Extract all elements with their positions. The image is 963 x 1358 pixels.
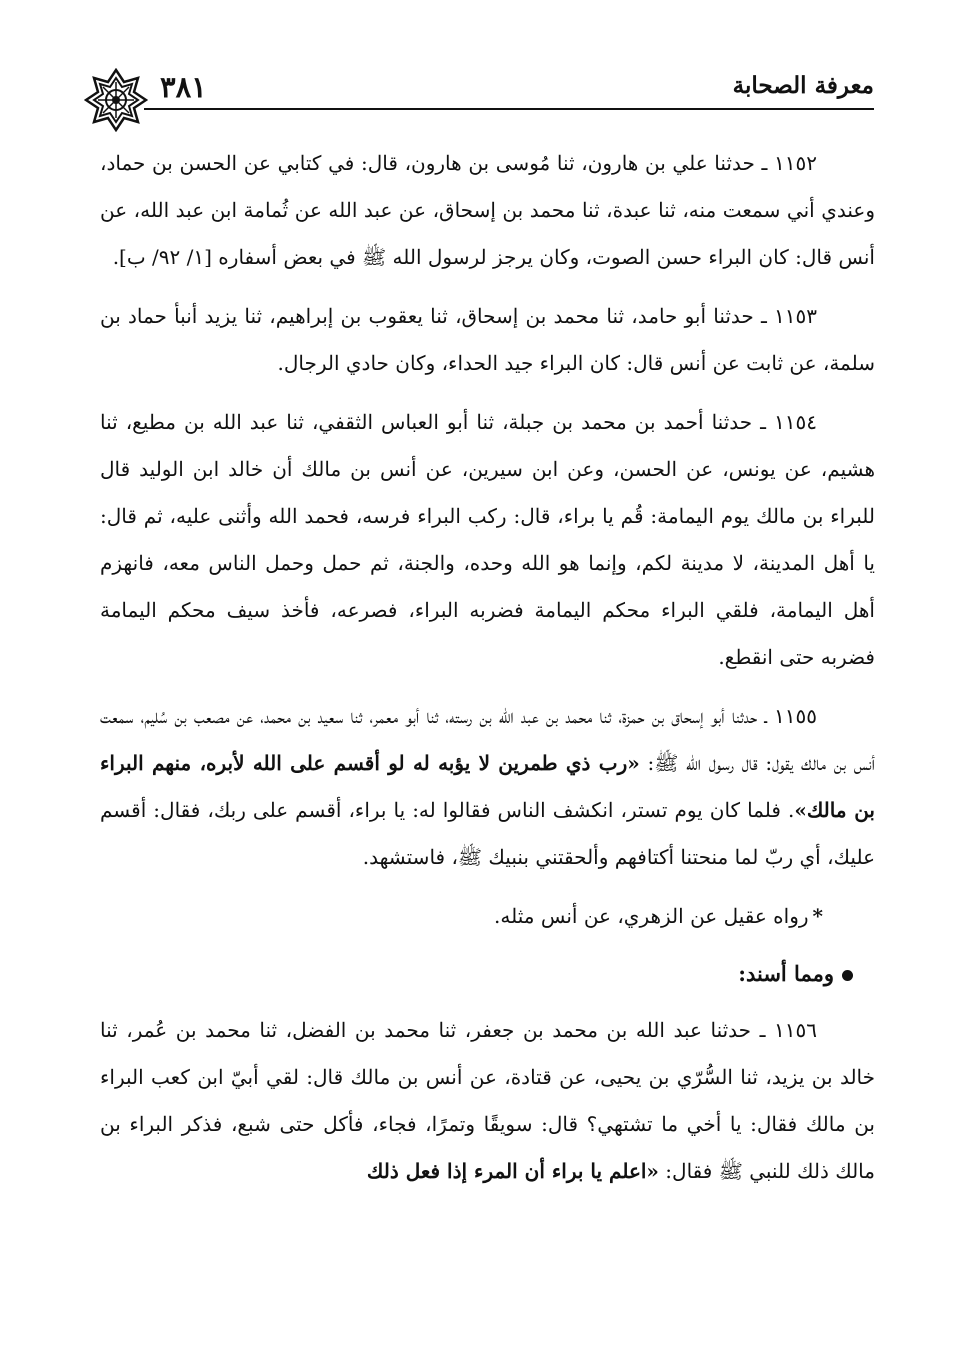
hadith-1155-rest: . فلما كان يوم تستر، انكشف الناس فقالوا له: يا براء، أقسم على ربك، فقال: أقسم عليك، أي ربّ لما منحتنا أكتافهم وألحقتني بنبيك ﷺ، فاستشهد. (100, 798, 875, 869)
hadith-1154: ١١٥٤ ـ حدثنا أحمد بن محمد بن جبلة، ثنا أبو العباس الثقفي، ثنا عبد الله بن مطيع، ثنا هشيم، عن يونس، عن الحسن، وعن ابن سيرين، عن أنس بن مالك أن خالد ابن الوليد قال للبراء بن مالك يوم اليمامة: قُم يا براء، قال: ركب البراء فرسه، فحمد الله وأثنى عليه، ثم قال: يا أهل المدينة، لا مدينة لكم، وإنما هو الله وحده، والجنة، ثم حمل وحمل الناس معه، فانهزم أهل اليمامة، فلقي البراء محكم اليمامة فضربه البراء، فصرعه، فأخذ سيف محكم اليمامة فضربه حتى انقطع. (100, 410, 876, 669)
asterisk-icon: * (812, 904, 823, 928)
header-rule (144, 108, 874, 110)
hadith-1153: ١١٥٣ ـ حدثنا أبو حامد، ثنا محمد بن إسحاق، ثنا يعقوب بن إبراهيم، ثنا يزيد أنبأ حماد بن سلمة، عن ثابت عن أنس قال: كان البراء جيد الحداء، وكان حادي الرجال. (100, 304, 875, 375)
section-heading (100, 950, 875, 997)
page-body (100, 140, 875, 1310)
hadith-1156-intro: ١١٥٦ ـ حدثنا عبد الله بن محمد بن جعفر، ثنا محمد بن الفضل، ثنا محمد بن عُمر، ثنا خالد بن يزيد، ثنا السُّرّي بن يحيى، عن قتادة، عن أنس بن مالك قال: لقي أبيّ ابن كعب البراء بن مالك فقال: يا أخي ما تشتهي؟ قال: سويقًا وتمرًا، فجاء، فأكل حتى شبع، فذكر البراء بن مالك ذلك للنبي ﷺ فقال: (100, 1018, 875, 1183)
hadith-1155-intro: ١١٥٥ ـ حدثنا أبو إسحاق بن حمزة، ثنا محمد بن عبد الله بن رسته، ثنا أبو معمر، ثنا سعيد بن محمد، عن مصعب بن سُليم، سمعت أنس بن مالك يقول: قال رسول الله ﷺ: (100, 704, 875, 775)
hadith-1156-quote: «اعلم يا براء أن المرء إذا فعل ذلك (366, 1159, 659, 1183)
hadith-1155-quote: «رب ذي طمرين لا يؤبه له لو أقسم على الله لأبره، منهم البراء بن مالك» (100, 751, 875, 822)
page-number: ٣٨١ (160, 70, 207, 104)
bullet-icon (842, 970, 853, 981)
hadith-1155 (100, 693, 875, 881)
star-ornament-icon (84, 68, 148, 132)
section-heading-text: ومما أسند: (738, 961, 834, 986)
narration-note (100, 893, 875, 940)
narration-note-text: رواه عقيل عن الزهري، عن أنس مثله. (494, 904, 809, 928)
hadith-1156 (100, 1007, 875, 1195)
page-header (84, 62, 874, 140)
book-title: معرفة الصحابة (732, 72, 874, 99)
hadith-1152: ١١٥٢ ـ حدثنا علي بن هارون، ثنا مُوسى بن هارون، قال: في كتابي عن الحسن بن حماد، وعندي أني سمعت منه، ثنا عبدة، ثنا محمد بن إسحاق، عن عبد الله عن ثُمامة ابن عبد الله، عن أنس قال: كان البراء حسن الصوت، وكان يرجز لرسول الله ﷺ في بعض أسفاره [١/ ٩٢/ ب]. (100, 151, 875, 269)
